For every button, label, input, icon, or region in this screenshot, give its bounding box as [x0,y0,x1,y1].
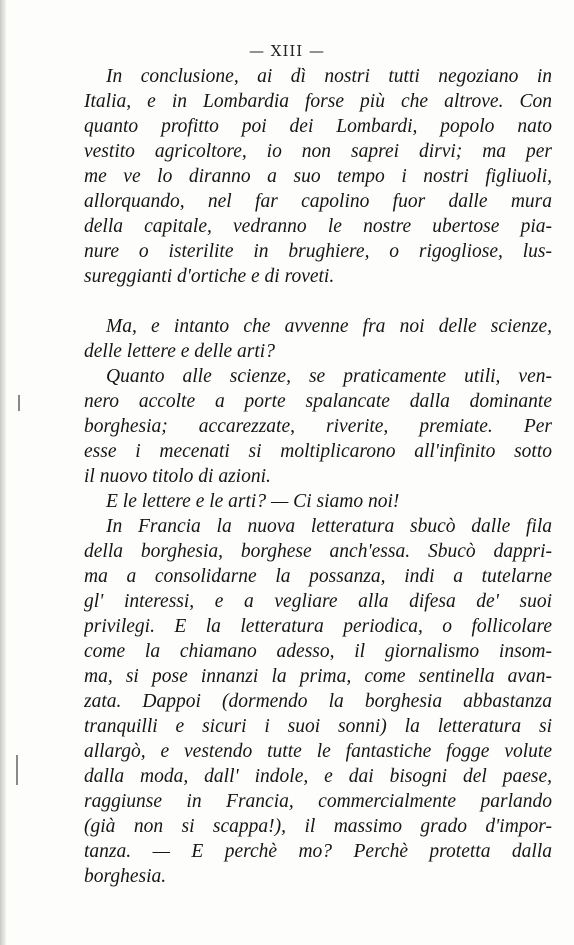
text-line: In conclusione, ai dì nostri tutti negoziano in [106,66,552,87]
text-line: borghesia. [84,866,167,887]
text-line: raggiunse in Francia, commercialmente parlando [84,791,552,812]
text-line: quanto profitto poi dei Lombardi, popolo nato [84,116,552,137]
text-line: tranquilli e sicuri i suoi sonni) la letteratura si [84,716,552,737]
text-line: privilegi. E la letteratura periodica, o follicolare [84,616,552,637]
paragraph-gap [84,289,552,314]
text-line: gl' interessi, e a vegliare alla difesa de' suoi [84,591,552,612]
body-text [84,64,552,889]
text-line: zata. Dappoi (dormendo la borghesia abbastanza [84,691,552,712]
text-line: nure o isterilite in brughiere, o rigogliose, lus- [84,241,552,262]
page-number: — XIII — [249,42,325,60]
text-line: della capitale, vedranno le nostre ubertose pia- [84,216,552,237]
text-line: Italia, e in Lombardia forse più che altrove. Con [84,91,552,112]
text-line: ma, si pose innanzi la prima, come sentinella avan- [84,666,552,687]
text-line: tanza. — E perchè mo? Perchè protetta dalla [84,841,552,862]
text-line: delle lettere e delle arti? [84,341,275,362]
text-line: il nuovo titolo di azioni. [84,466,271,487]
text-line: esse i mecenati si moltiplicarono all'infinito sotto [84,441,552,462]
text-line: E le lettere e le arti? — Ci siamo noi! [106,491,400,512]
text-line: Ma, e intanto che avvenne fra noi delle scienze, [106,316,552,337]
text-line: Quanto alle scienze, se praticamente utili, ven- [106,366,552,387]
text-line: allargò, e vestendo tutte le fantastiche fogge volute [84,741,552,762]
text-line: allorquando, nel far capolino fuor dalle mura [84,191,552,212]
text-line: nero accolte a porte spalancate dalla dominante [84,391,552,412]
margin-mark [18,395,20,411]
text-line: vestito agricoltore, io non saprei dirvi; ma per [84,141,552,162]
margin-mark [16,755,18,785]
text-line: In Francia la nuova letteratura sbucò dalle fila [106,516,552,537]
text-line: borghesia; accarezzate, riverite, premiate. Per [84,416,552,437]
text-line: me ve lo diranno a suo tempo i nostri figliuoli, [84,166,552,187]
text-line: (già non si scappa!), il massimo grado d'impor- [84,816,552,837]
page-gutter-shadow [0,0,6,945]
text-line: dalla moda, dall' indole, e dai bisogni del paese, [84,766,552,787]
text-line: sureggianti d'ortiche e di roveti. [84,266,335,287]
text-line: della borghesia, borghese anch'essa. Sbucò dappri- [84,541,552,562]
text-line: come la chiamano adesso, il giornalismo insom- [84,641,552,662]
text-line: ma a consolidarne la possanza, indi a tutelarne [84,566,552,587]
